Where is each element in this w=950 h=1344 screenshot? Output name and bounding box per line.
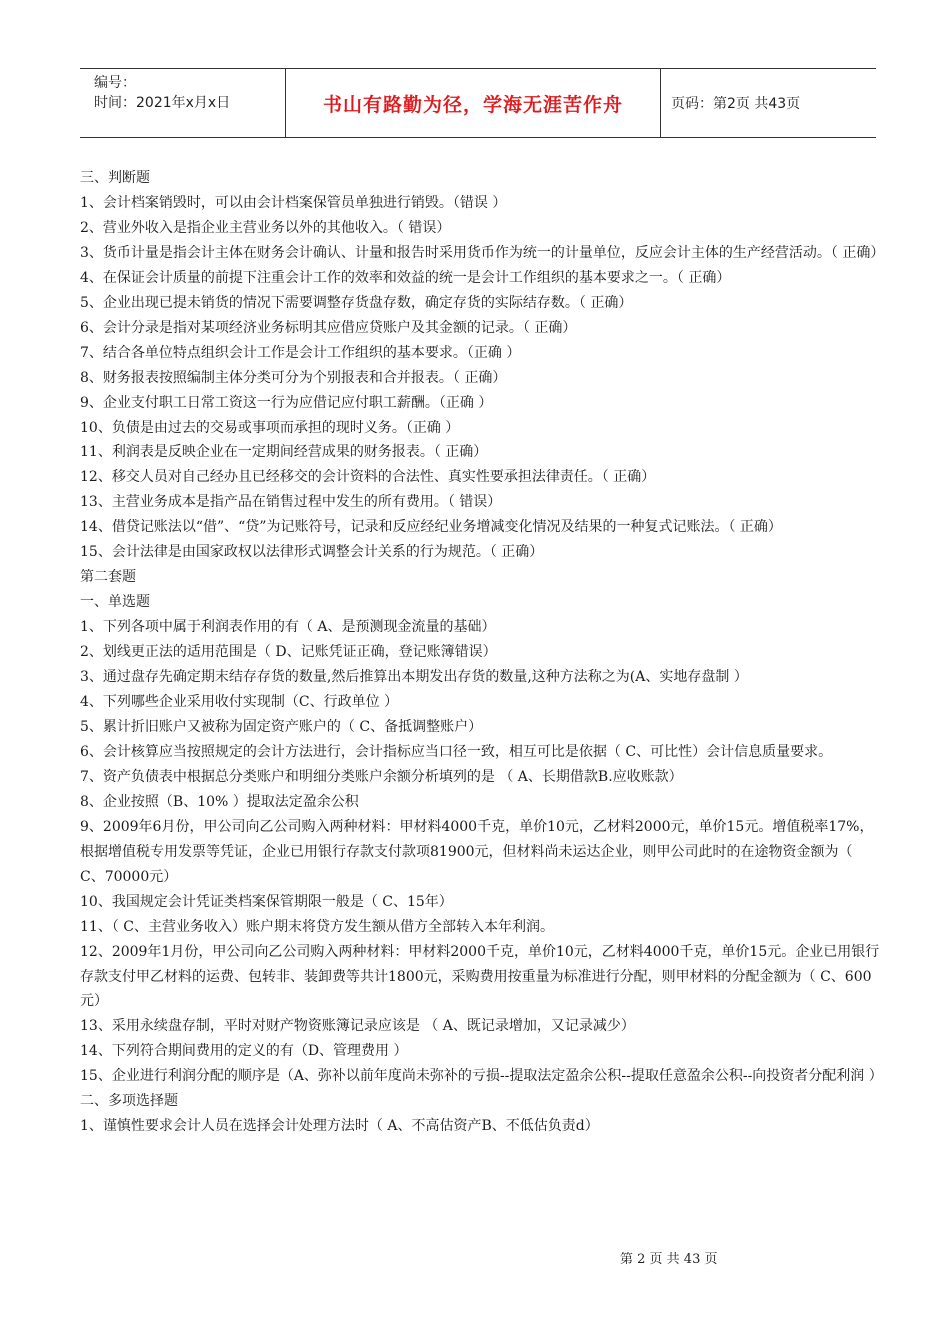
question-item: 5、累计折旧账户又被称为固定资产账户的（ C、备抵调整账户） (80, 718, 483, 735)
document-body (80, 166, 885, 1139)
question-item: 11、利润表是反映企业在一定期间经营成果的财务报表。（ 正确） (80, 444, 488, 461)
question-item: 9、企业支付职工日常工资这一行为应借记应付职工薪酬。（正确 ） (80, 394, 493, 411)
question-item: 12、2009年1月份，甲公司向乙公司购入两种材料：甲材料2000千克，单价10元，乙材料4000千克，单价15元。企业已用银行存款支付甲乙材料的运费、包转非、装卸费等共计1800元，采购费用按重量为标准进行分配，则甲材料的分配金额为（ C、600元） (80, 943, 880, 1010)
question-item: 15、企业进行利润分配的顺序是（A、弥补以前年度尚未弥补的亏损--提取法定盈余公积--提取任意盈余公积--向投资者分配利润 ） (80, 1068, 883, 1085)
question-item: 15、会计法律是由国家政权以法律形式调整会计关系的行为规范。（ 正确） (80, 544, 544, 561)
question-item: 4、下列哪些企业采用收付实现制（C、行政单位 ） (80, 694, 399, 711)
question-item: 3、货币计量是指会计主体在财务会计确认、计量和报告时采用货币作为统一的计量单位，反应会计主体的生产经营活动。（ 正确） (80, 244, 885, 261)
question-item: 8、财务报表按照编制主体分类可分为个别报表和合并报表。（ 正确） (80, 369, 507, 386)
question-item: 1、下列各项中属于利润表作用的有（ A、是预测现金流量的基础） (80, 619, 496, 636)
section-heading: 一、单选题 (80, 594, 150, 611)
question-item: 11、（ C、主营业务收入）账户期末将贷方发生额从借方全部转入本年利润。 (80, 918, 554, 935)
question-item: 7、资产负债表中根据总分类账户和明细分类账户余额分析填列的是 （ A、长期借款B.应收账款） (80, 768, 683, 785)
question-item: 10、负债是由过去的交易或事项而承担的现时义务。（正确 ） (80, 419, 460, 436)
question-item: 7、结合各单位特点组织会计工作是会计工作组织的基本要求。（正确 ） (80, 344, 521, 361)
question-item: 2、营业外收入是指企业主营业务以外的其他收入。（ 错误） (80, 219, 451, 236)
question-item: 6、会计核算应当按照规定的会计方法进行，会计指标应当口径一致，相互可比是依据（ C、可比性）会计信息质量要求。 (80, 743, 833, 760)
section-heading: 第二套题 (80, 569, 136, 586)
document-time-label: 时间：2021年x月x日 (94, 95, 231, 111)
question-item: 5、企业出现已提未销货的情况下需要调整存货盘存数，确定存货的实际结存数。（ 正确） (80, 294, 633, 311)
question-item: 3、通过盘存先确定期末结存存货的数量,然后推算出本期发出存货的数量,这种方法称之为(A、实地存盘制 ） (80, 669, 748, 686)
question-item: 6、会计分录是指对某项经济业务标明其应借应贷账户及其金额的记录。（ 正确） (80, 319, 577, 336)
question-item: 1、谨慎性要求会计人员在选择会计处理方法时（ A、不高估资产B、不低估负责d） (80, 1118, 599, 1135)
question-item: 2、划线更正法的适用范围是（ D、记账凭证正确，登记账簿错误） (80, 644, 497, 661)
question-item: 8、企业按照（B、10% ）提取法定盈余公积 (80, 793, 359, 810)
question-item: 14、借贷记账法以“借”、“贷”为记账符号，记录和反应经纪业务增减变化情况及结果的一种复式记账法。（ 正确） (80, 519, 782, 536)
section-heading: 三、判断题 (80, 170, 150, 186)
header-meta (80, 69, 286, 137)
header-motto: 书山有路勤为径，学海无涯苦作舟 (286, 69, 661, 137)
question-item: 10、我国规定会计凭证类档案保管期限一般是（ C、15年） (80, 893, 453, 910)
question-item: 9、2009年6月份，甲公司向乙公司购入两种材料：甲材料4000千克，单价10元，乙材料2000元，单价15元。增值税率17%，根据增值税专用发票等凭证，企业已用银行存款支付款项81900元，但材料尚未运达企业，则甲公司此时的在途物资金额为（ C、70000元） (80, 818, 874, 885)
question-item: 13、采用永续盘存制，平时对财产物资账簿记录应该是 （ A、既记录增加，又记录减少） (80, 1018, 635, 1035)
question-item: 14、下列符合期间费用的定义的有（D、管理费用 ） (80, 1043, 408, 1060)
section-heading: 二、多项选择题 (80, 1093, 178, 1110)
question-item: 1、会计档案销毁时，可以由会计档案保管员单独进行销毁。（错误 ） (80, 194, 507, 211)
question-item: 13、主营业务成本是指产品在销售过程中发生的所有费用。（ 错误） (80, 494, 502, 511)
question-item: 4、在保证会计质量的前提下注重会计工作的效率和效益的统一是会计工作组织的基本要求之一。（ 正确） (80, 269, 731, 286)
question-item: 12、移交人员对自己经办且已经移交的会计资料的合法性、真实性要承担法律责任。（ 正确） (80, 469, 656, 486)
page-footer: 第 2 页 共 43 页 (620, 1252, 718, 1267)
header-page-info: 页码：第2页 共43页 (671, 96, 801, 112)
document-number-label: 编号： (94, 75, 136, 91)
page-header (80, 68, 876, 138)
